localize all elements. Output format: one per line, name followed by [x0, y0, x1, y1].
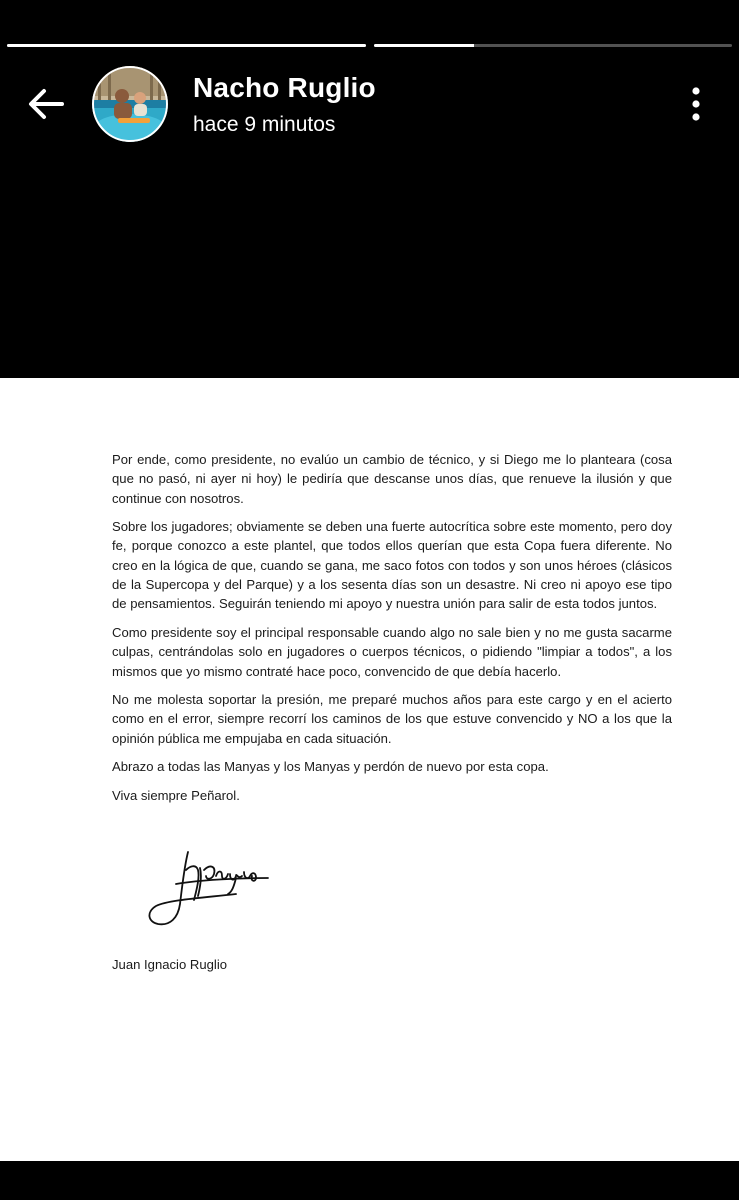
more-options-button[interactable] [682, 84, 710, 124]
letter-paragraph-2: Sobre los jugadores; obviamente se deben una fuerte autocrítica sobre este momento, pero doy fe, porque conozco a este plantel, que todos ellos querían que esta Copa fuera diferente. No creo en la lógica de que, cuando se gana, me saco fotos con todos y son unos héroes (clásicos de la Supercopa y del Parque) y a los sesenta días son un desastre. Ni creo ni apoyo ese tipo de pensamientos. Seguirán teniendo mi apoyo y nuestra unión para salir de esta todos juntos. [112, 519, 672, 612]
story-progress-segment-2 [374, 44, 732, 47]
letter-paragraph-3: Como presidente soy el principal responsable cuando algo no sale bien y no me gusta sacarme culpas, centrándolas solo en jugadores o cuerpos técnicos, o pidiendo "limpiar a todos", a los mismos que yo mismo contraté hace poco, convencido de que debía hacerlo. [112, 624, 672, 679]
signer-name: Juan Ignacio Ruglio [112, 957, 228, 972]
back-button[interactable] [24, 82, 68, 126]
letter-body [112, 450, 672, 815]
avatar-photo [92, 66, 168, 142]
story-bottom-bar [0, 1161, 739, 1200]
avatar[interactable] [92, 66, 168, 142]
letter-image [0, 378, 739, 1161]
letter-paragraph-5: Abrazo a todas las Manyas y los Manyas y perdón de nuevo por esta copa. [112, 759, 549, 775]
vertical-ellipsis-icon [682, 84, 710, 124]
handwritten-signature [140, 848, 280, 930]
post-timestamp: hace 9 minutos [193, 113, 336, 136]
letter-paragraph-4: No me molesta soportar la presión, me preparé muchos años para este cargo y en el acierto como en el error, siempre recorrí los caminos de los que estuve convencido y NO a los que la opinión pública me empujaba en cada situación. [112, 692, 672, 746]
story-progress-fill-1 [7, 44, 366, 47]
story-progress-fill-2 [374, 44, 474, 47]
story-progress-segment-1 [7, 44, 366, 47]
arrow-left-icon [24, 82, 68, 126]
user-name[interactable]: Nacho Ruglio [193, 72, 376, 103]
letter-closing: Viva siempre Peñarol. [112, 787, 240, 803]
letter-paragraph-1: Por ende, como presidente, no evalúo un cambio de técnico, y si Diego me lo planteara (cosa que no pasó, ni ayer ni hoy) le pediría que descanse unos días, que renueve la ilusión y que continue con nosotros. [112, 452, 672, 506]
